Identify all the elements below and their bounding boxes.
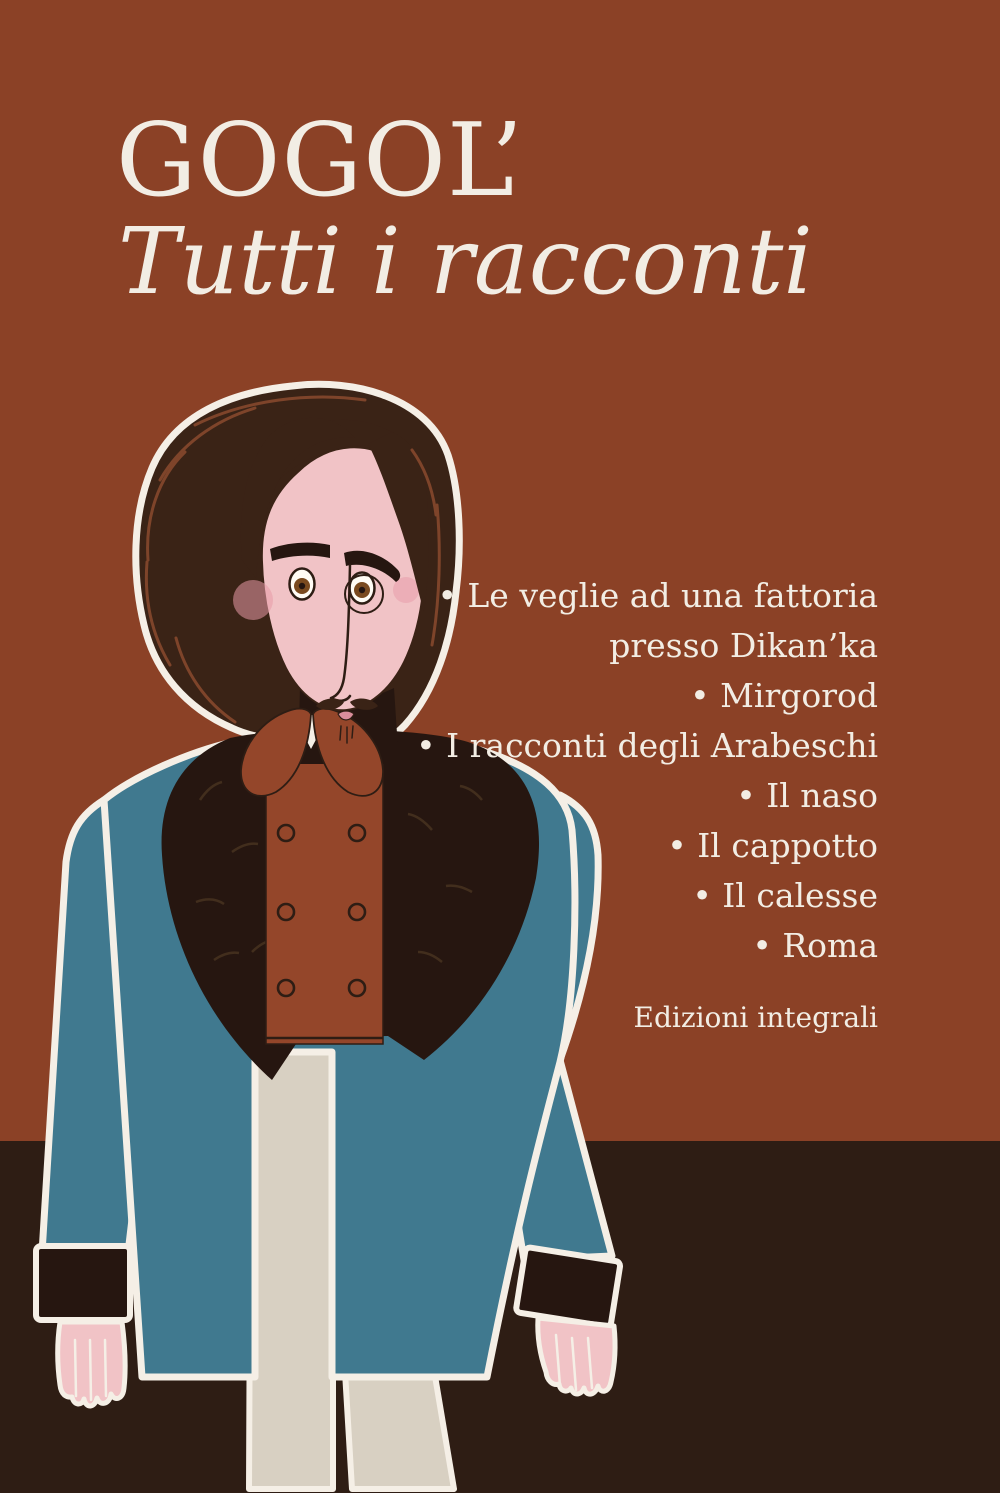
toc-line: • I racconti degli Arabeschi xyxy=(416,726,878,765)
left-eye xyxy=(290,569,315,600)
toc-line: • Roma xyxy=(752,926,878,965)
left-cuff xyxy=(36,1246,130,1320)
toc-line: • Mirgorod xyxy=(690,676,878,715)
blush-left-cheek xyxy=(233,580,273,620)
toc-line: • Il calesse xyxy=(692,876,878,915)
toc-line: • Il cappotto xyxy=(667,826,878,865)
left-hand xyxy=(58,1322,125,1406)
edition-note: Edizioni integrali xyxy=(633,1001,878,1034)
toc-line: • Il naso xyxy=(736,776,878,815)
vest-body xyxy=(266,756,383,1044)
author-title: GOGOL’ xyxy=(116,101,524,219)
right-cuff xyxy=(516,1247,621,1327)
toc-line: • Le veglie ad una fattoria xyxy=(437,576,878,615)
right-hand xyxy=(538,1318,615,1394)
toc-line: presso Dikan’ka xyxy=(609,626,878,665)
table-of-contents xyxy=(416,571,878,971)
book-subtitle: Tutti i racconti xyxy=(118,208,813,315)
